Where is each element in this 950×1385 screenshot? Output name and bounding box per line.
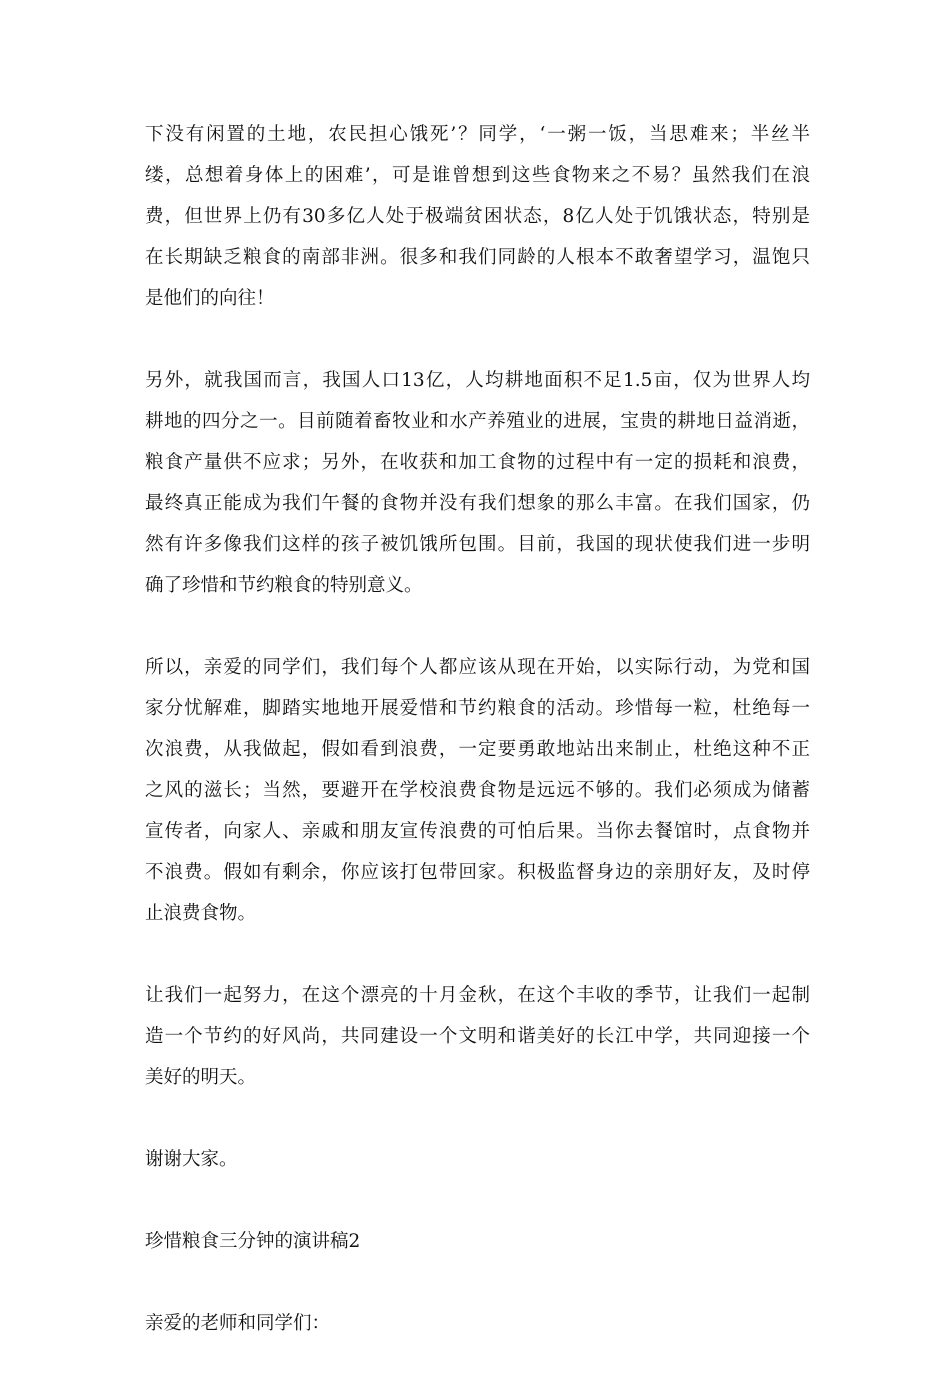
text-line: 耕地的四分之一。目前随着畜牧业和水产养殖业的进展，宝贵的耕地日益消逝， xyxy=(145,411,810,432)
text-line: 造一个节约的好风尚，共同建设一个文明和谐美好的长江中学，共同迎接一个 xyxy=(145,1026,810,1047)
text-line: 止浪费食物。 xyxy=(145,903,257,924)
text-line: 宣传者，向家人、亲戚和朋友宣传浪费的可怕后果。当你去餐馆时，点食物并 xyxy=(145,821,810,842)
paragraph-farmland xyxy=(145,360,810,606)
text-line: 在长期缺乏粮食的南部非洲。很多和我们同龄的人根本不敢奢望学习，温饱只 xyxy=(145,247,810,268)
text-line: 家分忧解难，脚踏实地地开展爱惜和节约粮食的活动。珍惜每一粒，杜绝每一 xyxy=(145,698,810,719)
text-line: 之风的滋长；当然，要避开在学校浪费食物是远远不够的。我们必须成为储蓄 xyxy=(145,780,810,801)
section-title: 珍惜粮食三分钟的演讲稿2 xyxy=(145,1231,361,1252)
text-line: 所以，亲爱的同学们，我们每个人都应该从现在开始，以实际行动，为党和国 xyxy=(145,657,810,678)
salutation: 亲爱的老师和同学们： xyxy=(145,1313,331,1334)
text-line: 另外，就我国而言，我国人口13亿，人均耕地面积不足1.5亩，仅为世界人均 xyxy=(145,370,810,391)
paragraph-together xyxy=(145,975,810,1098)
paragraph-action xyxy=(145,647,810,934)
text-line: 粮食产量供不应求；另外，在收获和加工食物的过程中有一定的损耗和浪费， xyxy=(145,452,810,473)
text-line: 确了珍惜和节约粮食的特别意义。 xyxy=(145,575,423,596)
text-line: 然有许多像我们这样的孩子被饥饿所包围。目前，我国的现状使我们进一步明 xyxy=(145,534,810,555)
text-line: 是他们的向往！ xyxy=(145,288,275,309)
text-line: 费，但世界上仍有30多亿人处于极端贫困状态，8亿人处于饥饿状态，特别是 xyxy=(145,206,810,227)
text-line: 下没有闲置的土地，农民担心饿死’？同学，‘一粥一饭，当思难来；半丝半 xyxy=(145,124,810,145)
text-line: 不浪费。假如有剩余，你应该打包带回家。积极监督身边的亲朋好友，及时停 xyxy=(145,862,810,883)
paragraph-hunger xyxy=(145,114,810,319)
text-line: 最终真正能成为我们午餐的食物并没有我们想象的那么丰富。在我们国家，仍 xyxy=(145,493,810,514)
text-line: 缕，总想着身体上的困难’，可是谁曾想到这些食物来之不易？虽然我们在浪 xyxy=(145,165,810,186)
text-line: 美好的明天。 xyxy=(145,1067,257,1088)
document-page xyxy=(145,114,810,1385)
closing-line: 谢谢大家。 xyxy=(145,1149,238,1170)
text-line: 让我们一起努力，在这个漂亮的十月金秋，在这个丰收的季节，让我们一起制 xyxy=(145,985,810,1006)
text-line: 次浪费，从我做起，假如看到浪费，一定要勇敢地站出来制止，杜绝这种不正 xyxy=(145,739,810,760)
